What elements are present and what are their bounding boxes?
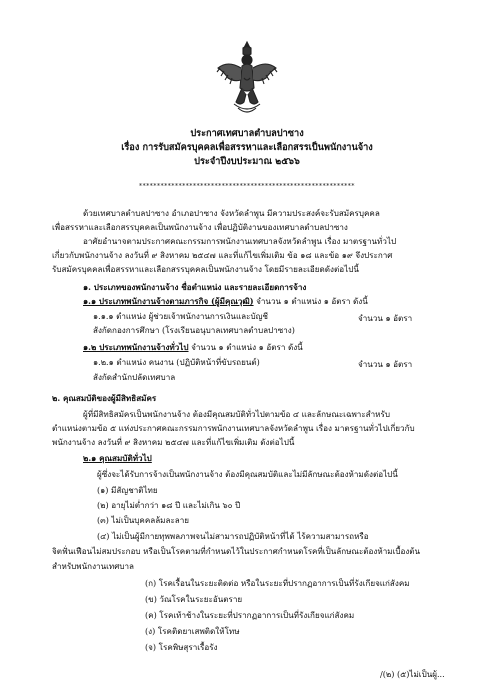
section1-1-title: ๑.๑ ประเภทพนักงานจ้างตามภารกิจ (ผู้มีคุณวุฒิ): [83, 296, 254, 306]
section1-1-count: จำนวน ๑ ตำแหน่ง ๑ อัตรา ดังนี้: [253, 296, 368, 306]
disease-item-5: (จ) โรคพิษสุราเรื้อรัง: [145, 642, 218, 652]
disease-item-1: (ก) โรคเรื้อนในระยะติดต่อ หรือในระยะที่ปรากฏอาการเป็นที่รังเกียจแก่สังคม: [145, 578, 410, 588]
section2-body-1: ผู้ที่มีสิทธิสมัครเป็นพนักงานจ้าง ต้องมีคุณสมบัติทั่วไปตามข้อ ๔ และลักษณะเฉพาะสำหรับ: [83, 409, 390, 419]
section1-2-title: ๑.๒ ประเภทพนักงานจ้างทั่วไป: [83, 342, 189, 352]
section1-1-1-rate: จำนวน ๑ อัตรา: [358, 313, 413, 323]
section1-1-1-item: ๑.๑.๑ ตำแหน่ง ผู้ช่วยเจ้าพนักงานการเงินและบัญชี: [93, 311, 269, 321]
garuda-emblem-icon: [214, 38, 280, 118]
intro-line-5: รับสมัครบุคคลเพื่อสรรหาและเลือกสรรบุคคลเป็นพนักงานจ้าง โดยมีรายละเอียดดังต่อไปนี้: [52, 264, 359, 274]
intro-line-4: เกี่ยวกับพนักงานจ้าง ลงวันที่ ๙ สิงหาคม ๒๕๔๗ และที่แก้ไขเพิ่มเติม ข้อ ๑๘ และข้อ ๑๙ จึงประกาศ: [52, 250, 393, 260]
section1-2-line: [83, 341, 303, 353]
star-divider: ************************************************************: [139, 183, 355, 190]
section2-title: ๒. คุณสมบัติของผู้มีสิทธิสมัคร: [52, 393, 157, 403]
qualification-item-4-line-2: จิตฟั่นเฟือนไม่สมประกอบ หรือเป็นโรคตามที่กำหนดไว้ในประกาศกำหนดโรคที่เป็นลักษณะต้องห้ามเบื้องต้น: [52, 546, 421, 556]
qualification-item-3: (๓) ไม่เป็นบุคคลล้มละลาย: [97, 515, 190, 525]
section2-body-3: พนักงานจ้าง ลงวันที่ ๙ สิงหาคม ๒๕๔๗ และที่แก้ไขเพิ่มเติม ดังต่อไปนี้: [52, 437, 295, 447]
qualification-item-1: (๑) มีสัญชาติไทย: [97, 485, 158, 495]
intro-line-1: ด้วยเทศบาลตำบลปาซาง อำเภอปาซาง จังหวัดลำพูน มีความประสงค์จะรับสมัครบุคคล: [83, 208, 380, 218]
disease-item-2: (ข) วัณโรคในระยะอันตราย: [145, 594, 243, 604]
announcement-subject: เรื่อง การรับสมัครบุคคลเพื่อสรรหาและเลือกสรรเป็นพนักงานจ้าง: [121, 142, 373, 153]
qualification-item-4-line-1: (๔) ไม่เป็นผู้มีกายทุพพลภาพจนไม่สามารถปฏิบัติหน้าที่ได้ ไร้ความสามารถหรือ: [97, 531, 369, 541]
continuation-note: /(๒) (๕)ไม่เป็นผู้...: [380, 669, 445, 679]
section1-title: ๑. ประเภทของพนักงานจ้าง ชื่อตำแหน่ง และรายละเอียดการจ้าง: [83, 282, 307, 292]
fiscal-year: ประจำปีงบประมาณ ๒๕๖๖: [194, 156, 300, 167]
section1-2-1-item: ๑.๒.๑ ตำแหน่ง คนงาน (ปฏิบัติหน้าที่ขับรถยนต์): [93, 357, 260, 367]
intro-line-2: เพื่อสรรหาและเลือกสรรบุคคลเป็นพนักงานจ้าง เพื่อปฏิบัติงานของเทศบาลตำบลปาซาง: [52, 222, 348, 232]
disease-item-4: (ง) โรคติดยาเสพติดให้โทษ: [145, 626, 240, 636]
section2-body-2: ตำแหน่งตามข้อ ๕ แห่งประกาศคณะกรรมการพนักงานเทศบาลจังหวัดลำพูน เรื่อง มาตรฐานทั่วไปเกี่ยวกับ: [52, 423, 415, 433]
disease-item-3: (ค) โรคเท้าช้างในระยะที่ปรากฏอาการเป็นที่รังเกียจแก่สังคม: [145, 610, 355, 620]
qualification-item-2: (๒) อายุไม่ต่ำกว่า ๑๘ ปี และไม่เกิน ๖๐ ปี: [97, 500, 241, 510]
intro-line-3: อาศัยอำนาจตามประกาศคณะกรรมการพนักงานเทศบาลจังหวัดลำพูน เรื่อง มาตรฐานทั่วไป: [83, 236, 397, 246]
qualification-item-4-line-3: สำหรับพนักงานเทศบาล: [52, 561, 134, 571]
section1-2-1-rate: จำนวน ๑ อัตรา: [358, 359, 413, 369]
section1-1-1-dept: สังกัดกองการศึกษา (โรงเรียนอนุบาลเทศบาลตำบลปาซาง): [93, 325, 295, 335]
section2-1-intro: ผู้ซึ่งจะได้รับการจ้างเป็นพนักงานจ้าง ต้องมีคุณสมบัติและไม่มีลักษณะต้องห้ามดังต่อไปนี้: [97, 469, 398, 479]
section2-1-title: ๒.๑ คุณสมบัติทั่วไป: [83, 453, 152, 463]
section1-2-1-dept: สังกัดสำนักปลัดเทศบาล: [93, 372, 176, 382]
section1-1-line: [83, 295, 368, 307]
announcement-org: ประกาศเทศบาลตำบลปาซาง: [190, 128, 304, 139]
section1-2-count: จำนวน ๑ ตำแหน่ง ๑ อัตรา ดังนี้: [188, 342, 303, 352]
